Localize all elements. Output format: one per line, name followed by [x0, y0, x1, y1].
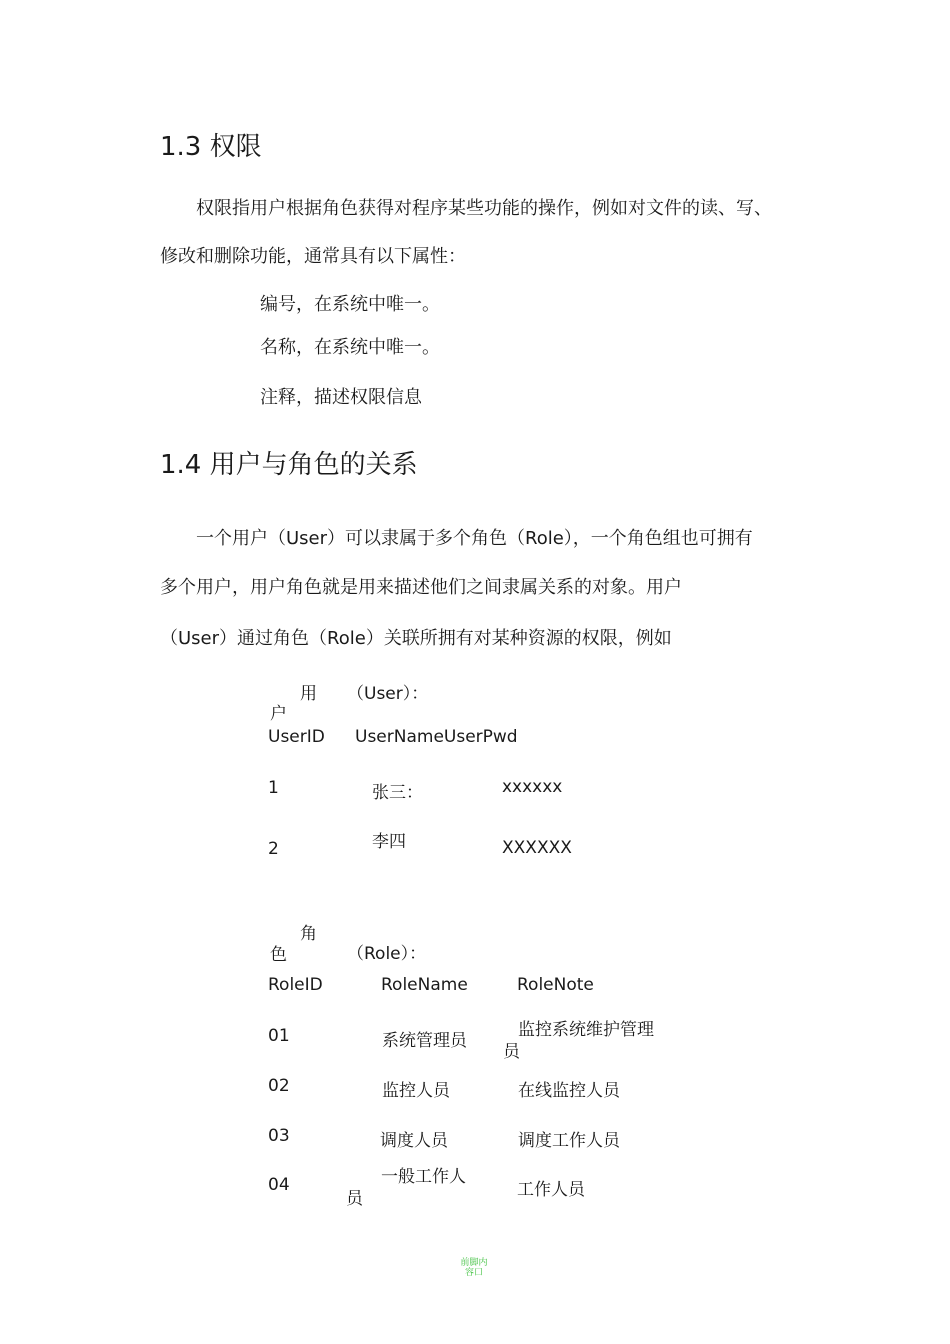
footer-line: 前脚内 — [460, 1258, 488, 1268]
attribute-item: 名称，在系统中唯一。 — [260, 337, 440, 358]
table-cell: 工作人员 — [517, 1180, 585, 1200]
table-cell: 01 — [268, 1026, 290, 1046]
attribute-item: 编号，在系统中唯一。 — [260, 294, 440, 315]
page-footer — [452, 1258, 496, 1278]
table-cell: 02 — [268, 1076, 290, 1096]
role-table-caption-char: 色 — [270, 945, 287, 965]
table-cell: 调度人员 — [380, 1131, 448, 1151]
table-cell: 监控人员 — [382, 1081, 450, 1101]
paragraph-line: （User）通过角色（Role）关联所拥有对某种资源的权限，例如 — [160, 628, 672, 649]
column-header: RoleName — [381, 975, 468, 995]
column-header: UserNameUserPwd — [355, 727, 518, 747]
table-cell: 监控系统维护管理 — [518, 1020, 654, 1040]
footer-line: 容口 — [464, 1268, 483, 1278]
user-table-caption: （User）： — [347, 684, 429, 704]
paragraph-line: 权限指用户根据角色获得对程序某些功能的操作，例如对文件的读、写、 — [196, 198, 772, 219]
user-table-caption-char: 户 — [270, 704, 287, 724]
section-heading-1-3: 1.3 权限 — [160, 132, 262, 162]
column-header: UserID — [268, 727, 325, 747]
role-table-caption-char: 角 — [300, 924, 317, 944]
table-cell: 在线监控人员 — [518, 1081, 620, 1101]
table-cell: 一般工作人 — [381, 1167, 466, 1187]
table-cell: 员 — [503, 1042, 520, 1062]
section-heading-1-4: 1.4 用户与角色的关系 — [160, 450, 418, 480]
table-cell: 李四 — [372, 832, 406, 852]
table-cell: 员 — [346, 1189, 363, 1209]
table-cell: 1 — [268, 778, 279, 798]
table-cell: XXXXXX — [502, 838, 572, 858]
user-table-caption-char: 用 — [300, 684, 317, 704]
column-header: RoleID — [268, 975, 323, 995]
table-cell: 张三： — [372, 783, 423, 803]
paragraph-line: 一个用户（User）可以隶属于多个角色（Role），一个角色组也可拥有 — [196, 528, 753, 549]
paragraph-line: 多个用户，用户角色就是用来描述他们之间隶属关系的对象。用户 — [160, 577, 682, 598]
table-cell: 系统管理员 — [382, 1031, 467, 1051]
column-header: RoleNote — [517, 975, 594, 995]
table-cell: xxxxxx — [502, 777, 563, 797]
table-cell: 03 — [268, 1126, 290, 1146]
paragraph-line: 修改和删除功能，通常具有以下属性： — [160, 246, 466, 267]
table-cell: 调度工作人员 — [518, 1131, 620, 1151]
attribute-item: 注释，描述权限信息 — [260, 387, 422, 408]
role-table-caption: （Role）： — [347, 944, 427, 964]
table-cell: 04 — [268, 1175, 290, 1195]
table-cell: 2 — [268, 839, 279, 859]
